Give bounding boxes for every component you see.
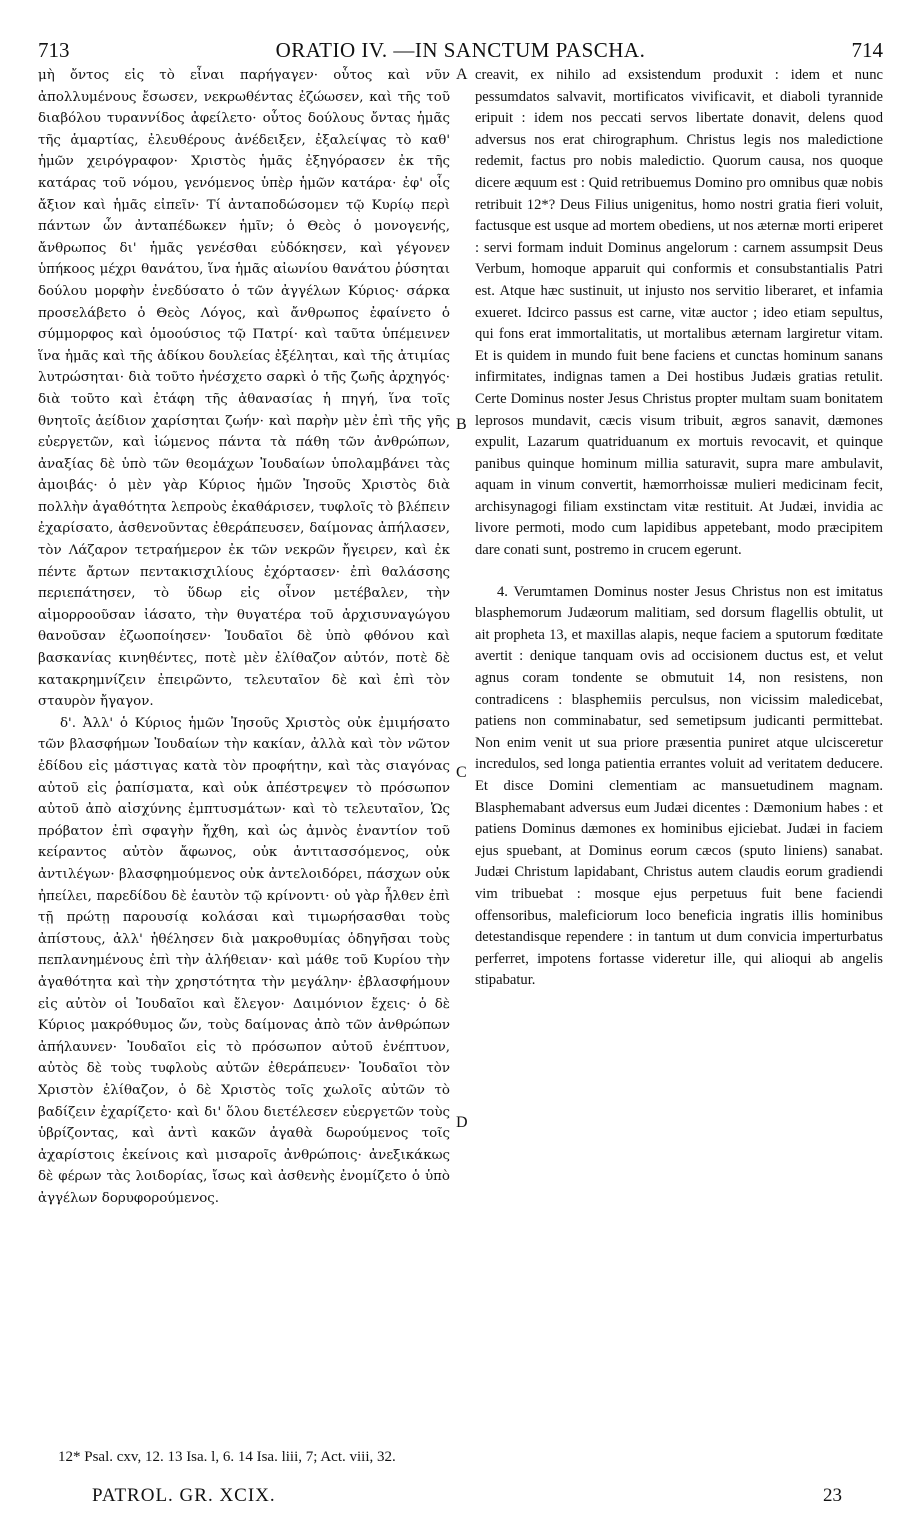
latin-paragraph-1: creavit, ex nihilo ad exsistendum produxit : idem et nunc pessumdatos salvavit, mortificatos vivificavit, et diaboli tyrannide eripuit : idem nos peccati servos libertate donavit, delens quod adversus nos erat chirographum. Christus legis nos maledictione redemit, factus pro nobis maledictio. Quorum causa, nos quoque dicere æquum est : Quid retribuemus Domino pro omnibus quæ nobis retribuit 12*? Deus Filius unigenitus, homo nostri gratia fieri voluit, factusque est usque ad mortem obediens, ut nos æternæ morti eriperet : servi formam induit Dominus angelorum : carnem assumpsit Deus Verbum, homoque apparuit qui conformis et consubstantialis Patri est. Atque hæc sustinuit, ut injusto nos servitio liberaret, et infamia exueret. Idcirco passus est carne, vitæ auctor ; ideo etiam sepultus, qui fons erat immortalitatis, ut mortalibus æternam largiretur vitam. Et is quidem in mundo fuit bene faciens et cunctas hominum sanans infirmitates, indignas tamen a Dei hostibus Judæis gratias retulit. Certe Dominus noster Jesus Christus propter multam suam bonitatem leprosos mundavit, cæcis visum tribuit, ægros sanavit, dæmones expulit, Lazarum quatriduanum ex mortuis revocavit, et quinque panibus quinque hominum millia saturavit, supra mare ambulavit, aquam in vinum convertit, hæmorrhoissæ mulieri medicinam fecit, archisynagogi filiam exstinctam vitæ restituit. At Judæi, invidia ac livore permoti, modo cum lapidibus appetebant, modo præcipitem dare conati sunt, postremo in crucem egerunt. [475, 67, 883, 559]
greek-paragraph-2: δ'. Ἀλλ' ὁ Κύριος ἡμῶν Ἰησοῦς Χριστὸς οὐκ ἐμιμήσατο τῶν βλασφήμων Ἰουδαίων τὴν κακίαν, ἀλλὰ καὶ τὸν νῶτον ἐδίδου εἰς μάστιγας κατὰ τὸν προφήτην, καὶ τὰς σιαγόνας αὐτοῦ εἰς ῥαπίσματα, καὶ οὐκ ἀπέστρεψεν τὸ πρόσωπον αὐτοῦ ἀπὸ αἰσχύνης ἐμπτυσμάτων· καὶ τὸ τελευταῖον, Ὡς πρόβατον ἐπὶ σφαγὴν ἤχθη, καὶ ὡς ἀμνὸς ἐναντίον τοῦ κείραντος αὐτὸν ἄφωνος, οὐκ ἀντιτασσόμενος, οὐκ ἀντιλέγων· βλασφημούμενος οὐκ ἀντελοιδόρει, πάσχων οὐκ ἠπείλει, παρεδίδου δὲ ἑαυτὸν τῷ κρίνοντι· οὐ γὰρ ἦλθεν ἐπὶ τῇ πρώτῃ παρουσίᾳ κολάσαι καὶ τιμωρήσασθαι τοὺς ἀπίστους, ἀλλ' ἠθέλησεν διὰ μακροθυμίας ὁδηγῆσαι τοὺς πεπλανημένους ἐπὶ τὴν ἀλήθειαν· καὶ μάθε τοῦ Κυρίου τὴν ἀγαθότητα καὶ τὴν χρηστότητα τὴν μεγάλην· ἐβλασφήμουν εἰς αὐτὸν οἱ Ἰουδαῖοι καὶ ἔλεγον· Δαιμόνιον ἔχεις· ὁ δὲ Κύριος μακρόθυμος ὤν, τοὺς δαίμονας ἀπὸ τῶν ἀνθρώπων ἀπήλαυνεν· Ἰουδαῖοι εἰς τὸ πρόσωπον αὐτοῦ ἐνέπτυον, αὐτὸς δὲ τοὺς τυφλοὺς αὐτῶν ἐθεράπευεν· Ἰουδαῖοι τὸν Χριστὸν ἐλίθαζον, ὁ δὲ Χριστὸς τοῖς χωλοῖς αὐτῶν τὸ βαδίζειν ἐχαρίζετο· καὶ δι' ὅλου διετέλεσεν εὐεργετῶν τοὺς ὑβρίζοντας, καὶ ἀντὶ κακῶν ἀγαθὰ δωρούμενος τοῖς ἀχαρίστοις ἐκείνοις καὶ μισαροῖς ἀνθρώποις· ἀνεξικάκως δὲ φέρων τὰς λοιδορίας, ἴσως καὶ ἀσθενὴς ἐνομίζετο ὁ ὑπὸ ἀγγέλων δορυφορούμενος. [38, 715, 450, 1206]
greek-column [38, 65, 450, 1209]
footnotes: 12* Psal. cxv, 12. 13 Isa. l, 6. 14 Isa. liii, 7; Act. viii, 32. [58, 1449, 396, 1465]
footer-signature: 23 [823, 1485, 842, 1506]
latin-column [475, 65, 883, 992]
margin-letter-d: D [456, 1114, 468, 1131]
footer-series: PATROL. GR. XCIX. [92, 1485, 276, 1506]
margin-letter-a: A [456, 66, 468, 83]
margin-letter-b: B [456, 416, 467, 433]
margin-letter-c: C [456, 764, 467, 781]
running-title: ORATIO IV. —IN SANCTUM PASCHA. [275, 38, 646, 62]
greek-paragraph-1: μὴ ὄντος εἰς τὸ εἶναι παρήγαγεν· οὗτος καὶ νῦν ἀπολλυμένους ἔσωσεν, νεκρωθέντας ἐζώωσεν, καὶ τῆς τοῦ διαβόλου τυραννίδος ἀφείλετο· οὗτος δούλους ὄντας ἡμᾶς τῆς ἁμαρτίας, ἐλευθέρους ἀνέδειξεν, ἐξαλείψας τὸ καθ' ἡμῶν χειρόγραφον· Χριστὸς ἡμᾶς ἐξηγόρασεν ἐκ τῆς κατάρας τοῦ νόμου, γενόμενος ὑπὲρ ἡμῶν κατάρα· ἐφ' οἷς ἄξιον καὶ ἡμᾶς εἰπεῖν· Τί ἀνταποδώσομεν τῷ Κυρίῳ περὶ πάντων ὧν ἀνταπέδωκεν ἡμῖν; ὁ Θεὸς ὁ μονογενής, ἄνθρωπος δι' ἡμᾶς γενέσθαι εὐδόκησεν, καὶ γέγονεν ὑπήκοος μέχρι θανάτου, ἵνα ἡμᾶς αἰωνίου θανάτου ῥύσηται δούλου μορφὴν ἐνεδύσατο ὁ τῶν ἀγγέλων Κύριος· σάρκα προσελάβετο ὁ Θεὸς Λόγος, καὶ ἄνθρωπος ἐφαίνετο ὁ σύμμορφος καὶ ὁμοούσιος τῷ Πατρί· καὶ ταῦτα ὑπέμεινεν ἵνα ἡμᾶς καὶ τῆς ἀδίκου δουλείας ἐξέληται, καὶ τῆς ἀτιμίας λυτρώσηται· διὰ τοῦτο ἠνέσχετο σαρκὶ ὁ τῆς ζωῆς ἀρχηγός· διὰ τοῦτο καὶ ἐτάφη τῆς ἀθανασίας ἡ πηγή, ἵνα τοῖς θνητοῖς ἀείδιον χαρίσηται ζωήν· καὶ παρὴν μὲν ἐπὶ τῆς γῆς εὐεργετῶν, καὶ ἰώμενος πάντα τὰ πάθη τῶν ἀνθρώπων, ἀναξίας δὲ ὑπὸ τῶν θεομάχων Ἰουδαίων ὑπολαμβάνει τὰς ἀμοιβάς· ὁ μὲν γὰρ Κύριος ἡμῶν Ἰησοῦς Χριστὸς διὰ πολλὴν ἀγαθότητα λεπροὺς ἐκαθάρισεν, τυφλοῖς τὸ βλέπειν ἐχαρίσατο, ἀσθενοῦντας ἐθεράπευσεν, δαίμονας ἀπήλασεν, τὸν Λάζαρον τετραήμερον ἐκ τῶν νεκρῶν ἤγειρεν, καὶ ἐκ πέντε ἄρτων πεντακισχιλίους ἐχόρτασεν· ἐπὶ θαλάσσης περιεπάτησεν, τὸ ὕδωρ εἰς οἶνον μετέβαλεν, τὴν αἱμορροοῦσαν ἰάσατο, τὴν θυγατέρα τοῦ ἀρχισυναγώγου θανοῦσαν ἐζωοποίησεν· Ἰουδαῖοι δὲ ὑπὸ φθόνου καὶ βασκανίας κινηθέντες, ποτὲ μὲν ἐλίθαζον αὐτόν, ποτὲ δὲ κατακρημνίζειν ἐπειρῶντο, τελευταῖον δὲ καὶ ἐπὶ τὸν σταυρὸν ἤγαγον. [38, 68, 450, 710]
running-header [38, 38, 883, 66]
latin-paragraph-2: 4. Verumtamen Dominus noster Jesus Christus non est imitatus blasphemorum Judæorum malitiam, sed dorsum flagellis obtulit, ut ait propheta 13, et maxillas alapis, neque faciem a sputorum fœditate avertit : denique tanquam ovis ad occisionem ductus est, et velut agnus coram tondente se obmutuit 14, non resistens, non contradicens : blasphemiis perculsus, non vicissim maledicebat, patiens non comminabatur, sed semetipsum judicanti permittebat. Non enim venit ut sua priore præsentia puniret atque ulcisceretur incredulos, sed longa patientia errantes voluit ad veritatem deducere. Et disce Domini clementiam ac mansuetudinem magnam. Blasphemabant adversus eum Judæi dicentes : Dæmonium habes : et patiens Dominus dæmones ex hominibus ejiciebat. Judæi in faciem ejus spuebant, at Dominus eorum cæcos (sputo liniens) sanabat. Judæi Christum lapidabant, Christus autem claudis eorum gradiendi vim tribuebat : mosque ejus perpetuus fuit bene faciendi offensoribus, maleficiorum loco beneficia ingratis illis hominibus detestandisque rependere : in tantum ut dum convicia imperturbatus perferret, impotens fortasse videretur ille, qui alioqui ab angelis stipabatur. [475, 583, 883, 989]
page-number-right: 714 [851, 38, 883, 62]
page-number-left: 713 [38, 38, 70, 62]
